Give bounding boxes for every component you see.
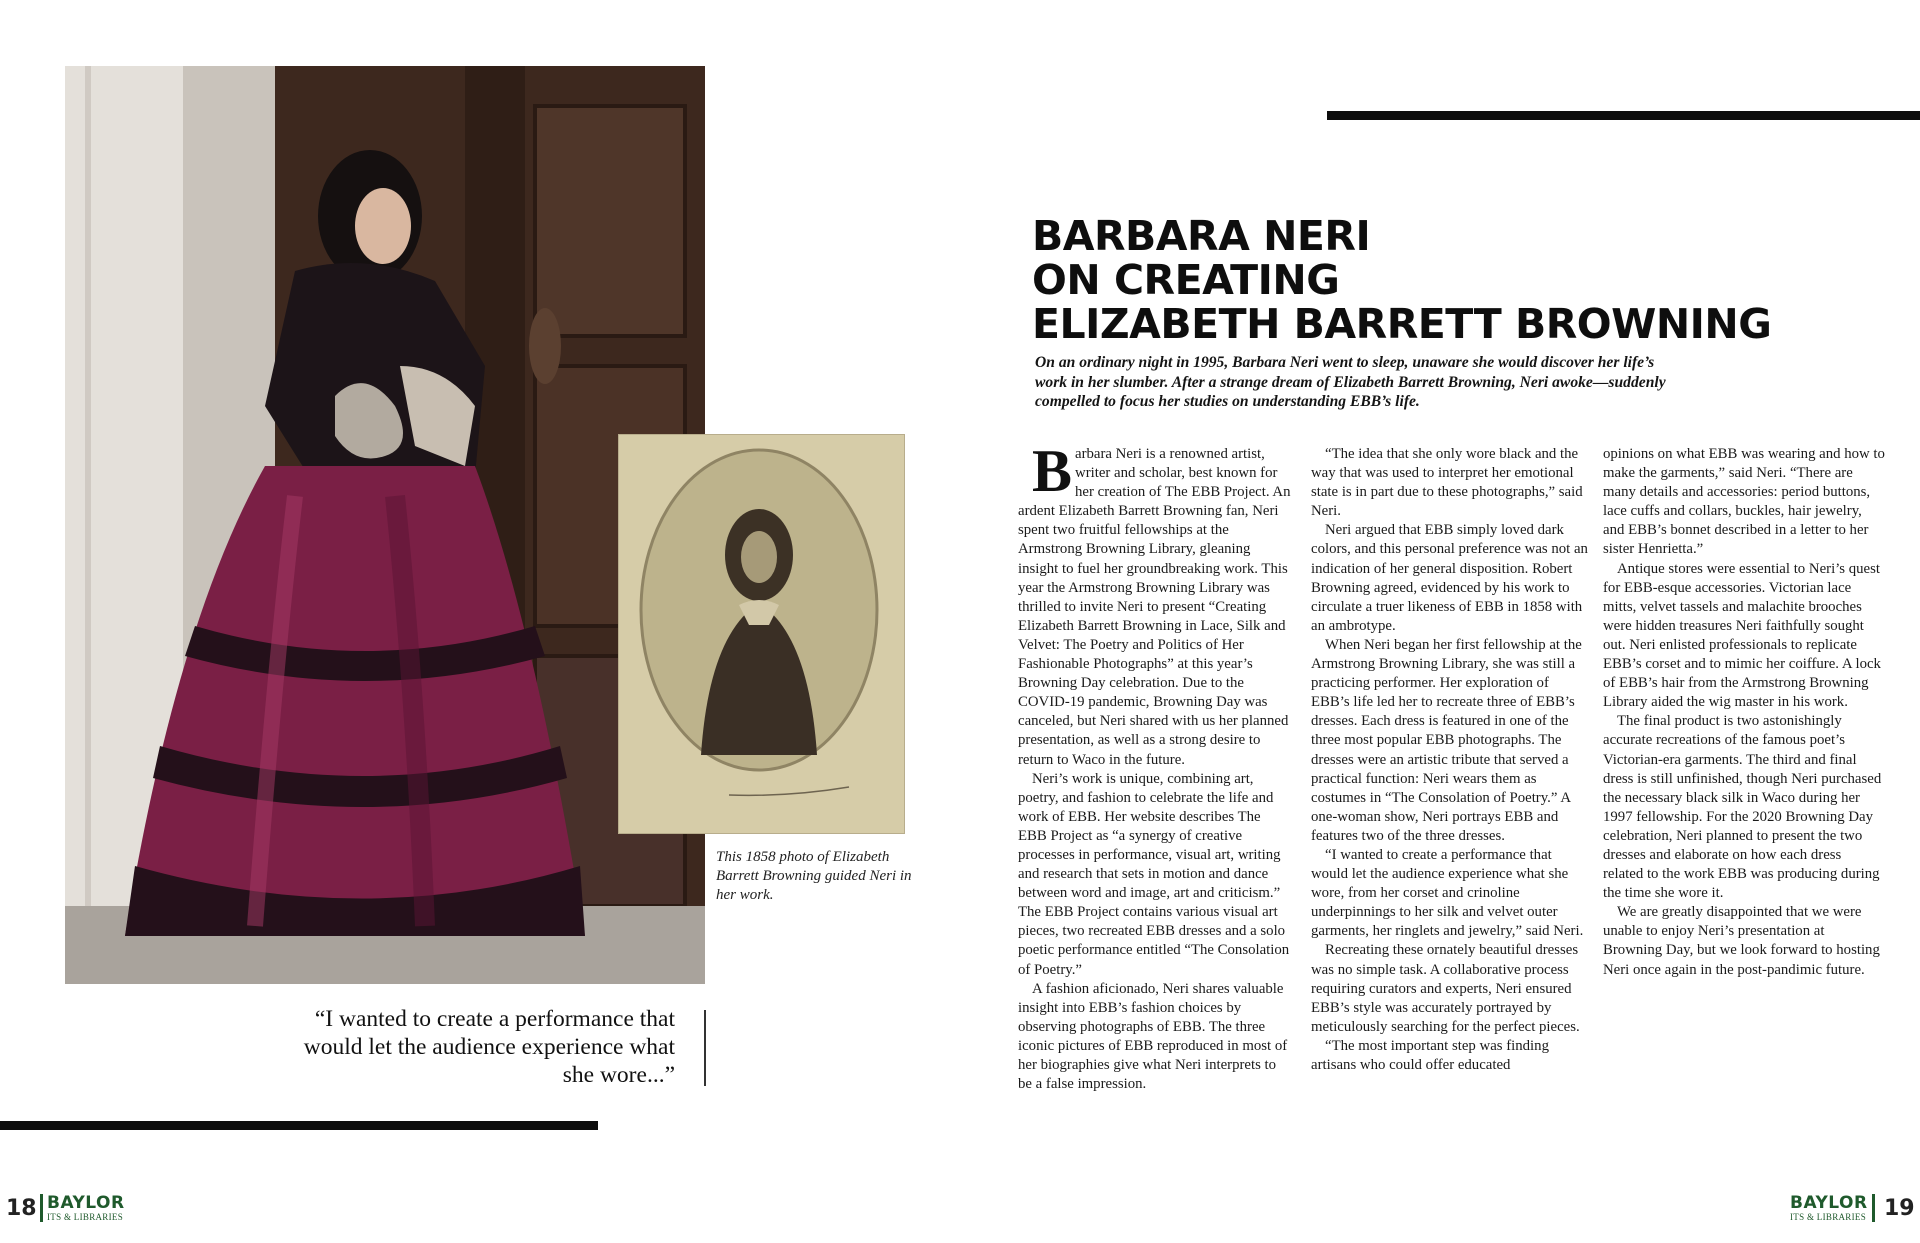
logo-text <box>43 1194 129 1222</box>
right-page-top-rule-bar <box>1327 111 1920 120</box>
headline-line-2: ON CREATING <box>1032 256 1340 304</box>
headline-line-3: ELIZABETH BARRETT BROWNING <box>1032 300 1772 348</box>
body-column-2 <box>1311 445 1590 1075</box>
logo-subtitle: ITS & LIBRARIES <box>47 1212 124 1222</box>
body-paragraph: Recreating these ornately beautiful dresses was no simple task. A collaborative process requiring curators and experts, Neri ensured EBB’s style was accurately portrayed by meticulously searching for the perfect pieces. <box>1311 942 1580 1035</box>
photo-illustration <box>65 66 705 984</box>
logo-name: BAYLOR <box>47 1193 125 1213</box>
drop-cap: B <box>1032 438 1073 504</box>
baylor-logo-right <box>1786 1194 1875 1222</box>
headline-line-1: BARBARA NERI <box>1032 212 1371 260</box>
logo-name: BAYLOR <box>1790 1193 1868 1213</box>
body-paragraph: Neri’s work is unique, combining art, poetry, and fashion to celebrate the life and work of EBB. Her website describes The EBB Project as “a synergy of creative processes in performance, visual art, writing and research that sets in motion and dance between word and image, art and criticism.” The EBB Project contains various visual art pieces, two recreated EBB dresses and a solo poetic performance entitled “The Consolation of Poetry.” <box>1018 770 1290 978</box>
logo-rule <box>1872 1194 1875 1222</box>
page-number-left: 18 <box>6 1196 37 1221</box>
body-paragraph: Neri argued that EBB simply loved dark colors, and this personal preference was not an indication of her general disposition. Robert Browning agreed, evidenced by his work to circulate a truer likeness of EBB in 1858 with an ambrotype. <box>1311 522 1588 634</box>
body-paragraph: opinions on what EBB was wearing and how to make the garments,” said Neri. “There are many details and accessories: period buttons, lace cuffs and collars, buckles, hair jewelry, and EBB’s bonnet described in a letter to her sister Henrietta.” <box>1603 446 1885 558</box>
article-deck: On an ordinary night in 1995, Barbara Neri went to sleep, unaware she would discover her life’s work in her slumber. After a strange dream of Elizabeth Barrett Browning, Neri awoke—suddenly compelled to focus her studies on understanding EBB’s life. <box>1035 354 1666 410</box>
baylor-logo-left <box>40 1194 129 1222</box>
body-column-1 <box>1018 438 1293 1094</box>
pull-quote: “I wanted to create a performance that would let the audience experience what she wore...” <box>303 1006 675 1088</box>
inset-photo-ebb-1858 <box>618 434 905 834</box>
left-page-rule-bar <box>0 1121 598 1130</box>
main-photo-neri-in-costume <box>65 66 705 984</box>
body-paragraph: “The most important step was finding artisans who could offer educated <box>1311 1037 1549 1073</box>
body-column-3 <box>1603 445 1885 980</box>
logo-text <box>1786 1194 1872 1222</box>
body-paragraph: “The idea that she only wore black and the way that was used to interpret her emotional state is in part due to these photographs,” said Neri. <box>1311 446 1583 520</box>
body-paragraph: “I wanted to create a performance that would let the audience experience what she wore, from her corset and crinoline underpinnings to her silk and velvet outer garments, her ringlets and jewelry,” said Neri. <box>1311 846 1584 940</box>
pull-quote-rule <box>704 1010 706 1086</box>
body-paragraph: We are greatly disappointed that we were unable to enjoy Neri’s presentation at Browning Day, but we look forward to hosting Neri once again in the post-pandimic future. <box>1603 904 1880 978</box>
body-paragraph: A fashion aficionado, Neri shares valuable insight into EBB’s fashion choices by observing photographs of EBB. The three iconic pictures of EBB reproduced in most of her biographies give what Neri interprets to be a false impression. <box>1018 980 1288 1093</box>
page-number-right: 19 <box>1884 1196 1915 1221</box>
inset-photo-illustration <box>619 435 905 834</box>
body-text: arbara Neri is a renowned artist, writer and scholar, best known for her creation of The EBB Project. An ardent Elizabeth Barrett Browning fan, Neri spent two fruitful fellowships at the Armstrong Browning Library, gleaning insight to fuel her groundbreaking work. This year the Armstrong Browning Library was thrilled to invite Neri to present “Creating Elizabeth Barrett Browning in Lace, Silk and Velvet: The Poetry and Politics of Her Fashionable Photographs” at this year’s Browning Day celebration. Due to the COVID-19 pandemic, Browning Day was canceled, but Neri shared with us her planned presentation, as well as a strong desire to return to Waco in the future. <box>1018 446 1291 768</box>
body-paragraph: Antique stores were essential to Neri’s quest for EBB-esque accessories. Victorian lace mitts, velvet tassels and malachite brooches were hidden treasures Neri faithfully sought out. Neri enlisted professionals to replicate EBB’s corset and to mimic her coiffure. A lock of EBB’s hair from the Armstrong Browning Library aided the wig master in his work. <box>1603 560 1881 711</box>
body-paragraph: When Neri began her first fellowship at the Armstrong Browning Library, she was still a practicing performer. Her exploration of EBB’s life led her to recreate three of EBB’s dresses. Each dress is featured in one of the three most popular EBB photographs. The dresses were an artistic tribute that served a practical function: Neri wears them as costumes in “The Consolation of Poetry.” A one-woman show, Neri portrays EBB and features two of the three dresses. <box>1311 636 1582 844</box>
logo-subtitle: ITS & LIBRARIES <box>1790 1212 1867 1222</box>
body-paragraph <box>1018 438 1293 770</box>
inset-photo-caption: This 1858 photo of Elizabeth Barrett Browning guided Neri in her work. <box>716 849 912 903</box>
article-headline <box>1032 214 1812 346</box>
body-paragraph: The final product is two astonishingly accurate recreations of the famous poet’s Victorian-era garments. The third and final dress is still unfinished, though Neri purchased the necessary black silk in Waco during her 1997 fellowship. For the 2020 Browning Day celebration, Neri planned to present the two dresses and elaborate on how each dress related to the work EBB was producing during the time she wore it. <box>1603 713 1882 902</box>
